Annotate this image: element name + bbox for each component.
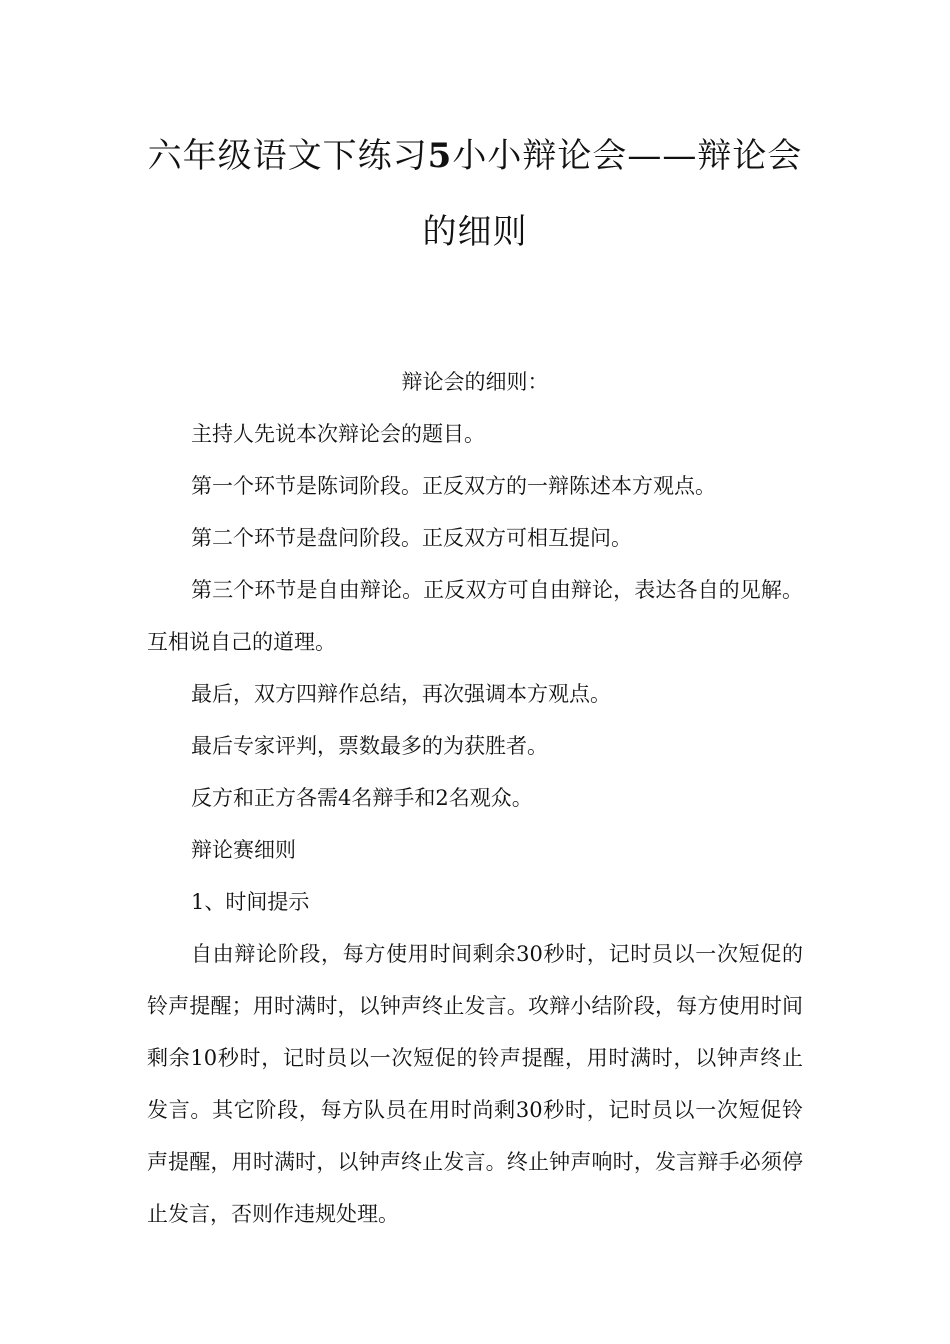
paragraph-time-heading: 1、时间提示 bbox=[191, 890, 310, 914]
title-part2: 小小辩论会——辩论会的细则 bbox=[422, 136, 803, 252]
paragraph-time-rules: 自由辩论阶段，每方使用时间剩余30秒时，记时员以一次短促的铃声提醒；用时满时，以钟声终止发言。攻辩小结阶段，每方使用时间剩余10秒时，记时员以一次短促的铃声提醒，用时满时，以钟声终止发言。其它阶段，每方队员在用时尚剩30秒时，记时员以一次短促铃声提醒，用时满时，以钟声终止发言。终止钟声响时，发言辩手必须停止发言，否则作违规处理。 bbox=[147, 942, 803, 1226]
document-title bbox=[147, 118, 803, 270]
title-number: 5 bbox=[427, 136, 453, 176]
paragraph-judging: 最后专家评判，票数最多的为获胜者。 bbox=[191, 734, 548, 758]
section-subheading: 辩论会的细则： bbox=[401, 370, 549, 394]
paragraph-host-topic: 主持人先说本次辩论会的题目。 bbox=[191, 422, 485, 446]
paragraph-stage-two: 第二个环节是盘问阶段。正反双方可相互提问。 bbox=[191, 526, 632, 550]
paragraph-stage-three: 第三个环节是自由辩论。正反双方可自由辩论，表达各自的见解。互相说自己的道理。 bbox=[147, 578, 803, 654]
paragraph-teams: 反方和正方各需4名辩手和2名观众。 bbox=[191, 786, 533, 810]
paragraph-summary: 最后，双方四辩作总结，再次强调本方观点。 bbox=[191, 682, 611, 706]
paragraph-stage-one: 第一个环节是陈词阶段。正反双方的一辩陈述本方观点。 bbox=[191, 474, 716, 498]
title-part1: 六年级语文下练习 bbox=[147, 136, 428, 176]
paragraph-rules-heading: 辩论赛细则 bbox=[191, 838, 296, 862]
